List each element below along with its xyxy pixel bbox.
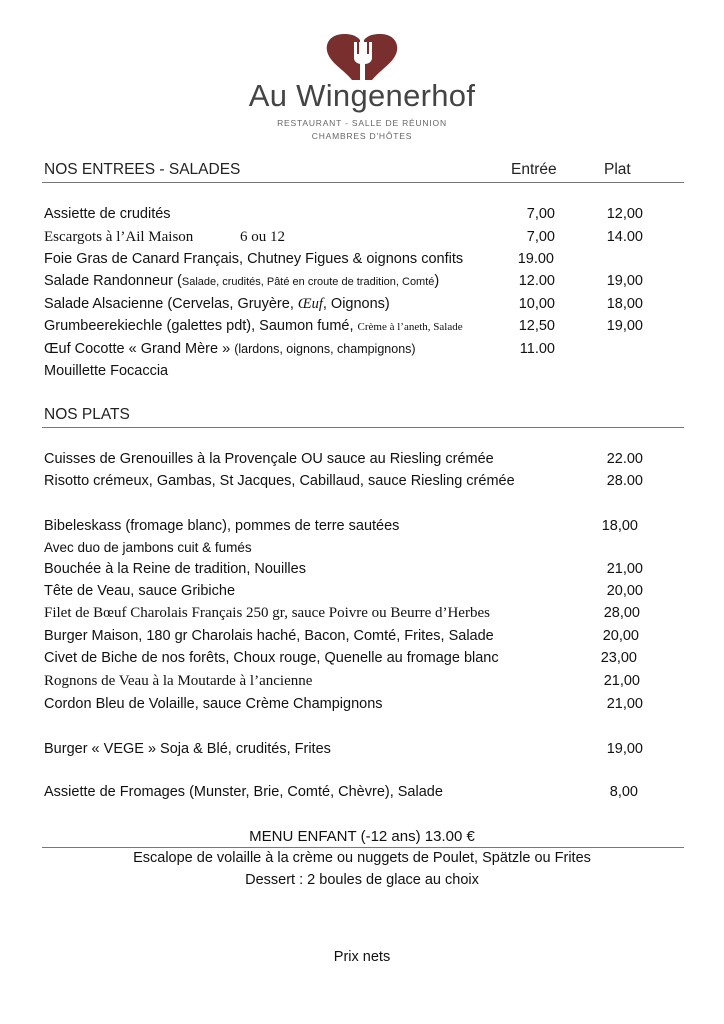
divider (42, 427, 684, 428)
list-item: Salade Randonneur (Salade, crudités, Pâté en croute de tradition, Comté) (44, 273, 440, 289)
divider (42, 182, 684, 183)
price-entree: 12.00 (518, 273, 555, 289)
divider (42, 847, 684, 848)
section-heading-entrees: NOS ENTREES - SALADES (44, 161, 241, 178)
price: 21,00 (606, 561, 643, 577)
price: 19,00 (606, 741, 643, 757)
restaurant-subtitle-2: CHAMBRES D'HÔTES (311, 131, 413, 141)
kids-menu-dessert: Dessert : 2 boules de glace au choix (245, 872, 479, 888)
item-quantity: 6 ou 12 (240, 229, 285, 245)
list-item: Assiette de Fromages (Munster, Brie, Comté, Chèvre), Salade (44, 784, 443, 800)
list-item: Escargots à l’Ail Maison (44, 229, 194, 245)
list-item: Burger Maison, 180 gr Charolais haché, Bacon, Comté, Frites, Salade (44, 628, 494, 644)
price-plat: 12,00 (606, 206, 643, 222)
price: 18,00 (601, 518, 638, 534)
restaurant-name: Au Wingenerhof (248, 78, 476, 113)
price-plat: 19,00 (606, 273, 643, 289)
price: 21,00 (606, 696, 643, 712)
price: 22.00 (606, 451, 643, 467)
price: 20,00 (602, 628, 639, 644)
kids-menu-title: MENU ENFANT (-12 ans) 13.00 € (249, 828, 475, 845)
price: 21,00 (603, 673, 640, 689)
list-item: Risotto crémeux, Gambas, St Jacques, Cabillaud, sauce Riesling crémée (44, 473, 515, 489)
price-plat: 18,00 (606, 296, 643, 312)
list-item: Salade Alsacienne (Cervelas, Gruyère, Œuf, Oignons) (44, 296, 390, 312)
price: 23,00 (600, 650, 637, 666)
price-plat: 19,00 (606, 318, 643, 334)
price-entree: 7,00 (526, 229, 555, 245)
column-header-plat: Plat (604, 161, 631, 178)
list-item: Filet de Bœuf Charolais Français 250 gr, sauce Poivre ou Beurre d’Herbes (44, 605, 490, 621)
price-entree: 19.00 (517, 251, 554, 267)
fork-hearts-icon (322, 30, 402, 82)
price: 20,00 (606, 583, 643, 599)
list-item: Burger « VEGE » Soja & Blé, crudités, Frites (44, 741, 331, 757)
price: 28.00 (606, 473, 643, 489)
price-entree: 12,50 (518, 318, 555, 334)
restaurant-subtitle: RESTAURANT - SALLE DE RÉUNION (277, 118, 447, 128)
list-item-note: Avec duo de jambons cuit & fumés (44, 540, 252, 555)
price-entree: 11.00 (519, 341, 555, 357)
footer-note: Prix nets (333, 949, 391, 965)
price: 8,00 (609, 784, 638, 800)
price-plat: 14.00 (606, 229, 643, 245)
kids-menu-line: Escalope de volaille à la crème ou nuggets de Poulet, Spätzle ou Frites (133, 850, 591, 866)
list-item: Mouillette Focaccia (44, 363, 169, 379)
price-entree: 7,00 (526, 206, 555, 222)
list-item: Bibeleskass (fromage blanc), pommes de terre sautées (44, 518, 400, 534)
list-item: Bouchée à la Reine de tradition, Nouilles (44, 561, 306, 577)
section-heading-plats: NOS PLATS (44, 406, 130, 423)
list-item: Assiette de crudités (44, 206, 171, 222)
list-item: Œuf Cocotte « Grand Mère » (lardons, oignons, champignons) (44, 341, 416, 357)
list-item: Grumbeerekiechle (galettes pdt), Saumon fumé, Crème à l’aneth, Salade (44, 318, 463, 334)
list-item: Cordon Bleu de Volaille, sauce Crème Champignons (44, 696, 383, 712)
list-item: Cuisses de Grenouilles à la Provençale OU sauce au Riesling crémée (44, 451, 494, 467)
list-item: Foie Gras de Canard Français, Chutney Figues & oignons confits (44, 251, 464, 267)
price-entree: 10,00 (518, 296, 555, 312)
list-item: Civet de Biche de nos forêts, Choux rouge, Quenelle au fromage blanc (44, 650, 499, 666)
list-item: Tête de Veau, sauce Gribiche (44, 583, 236, 599)
list-item: Rognons de Veau à la Moutarde à l’ancienne (44, 673, 313, 689)
column-header-entree: Entrée (511, 161, 557, 178)
price: 28,00 (603, 605, 640, 621)
